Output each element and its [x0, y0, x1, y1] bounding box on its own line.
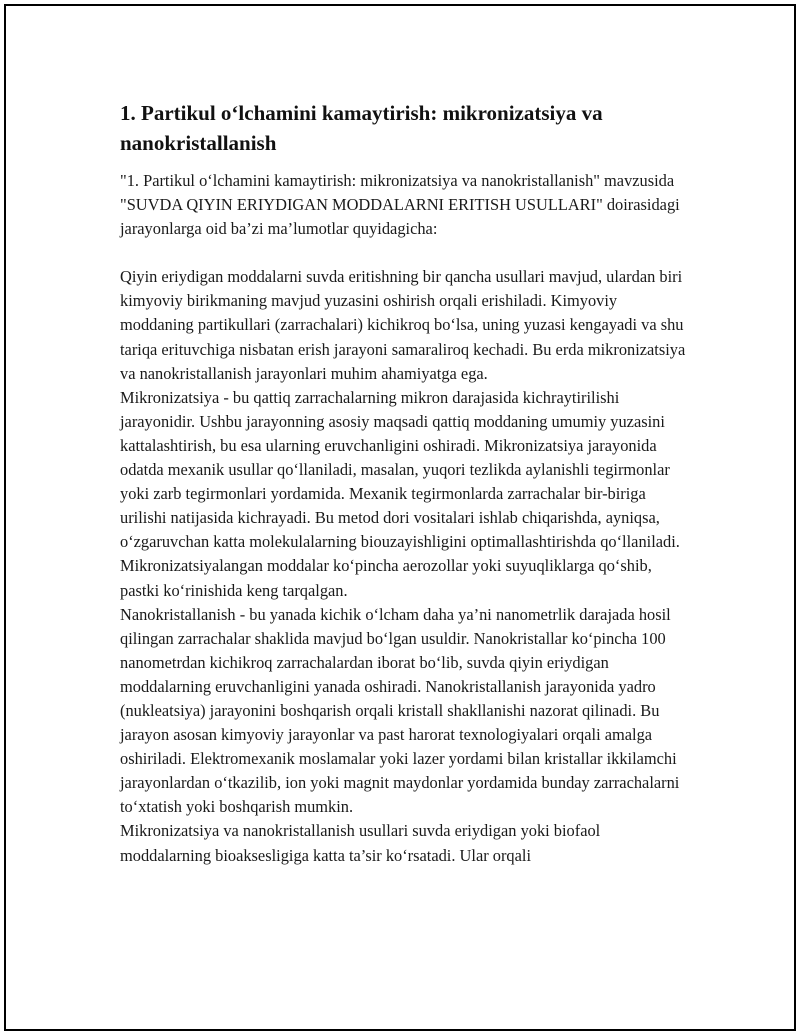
paragraph-micronization: Mikronizatsiya - bu qattiq zarrachalarning mikron darajasida kichraytirilishi jarayonidir. Ushbu jarayonning asosiy maqsadi qattiq moddaning umumiy yuzasini kattalashtirish, bu esa ularning eruvchanligini oshiradi. Mikronizatsiya jarayonida odatda mexanik usullar qo‘llaniladi, masalan, yuqori tezlikda aylanishli tegirmonlar yoki zarb tegirmonlari yordamida. Mexanik tegirmonlarda zarrachalar bir-biriga urilishi natijasida kichrayadi. Bu metod dori vositalari ishlab chiqarishda, ayniqsa, o‘zgaruvchan katta molekulalarning biouzayishligini optimallashtirishda qo‘llaniladi. Mikronizatsiyalangan moddalar ko‘pincha aerozollar yoki suyuqliklarga qo‘shib, pastki ko‘rinishida keng tarqalgan. — [120, 387, 680, 600]
paragraph-bioaccessibility: Mikronizatsiya va nanokristallanish usullari suvda eriydigan yoki biofaol moddalarning bioaksesligiga katta ta’sir ko‘rsatadi. Ular orqali — [120, 821, 601, 865]
page-frame — [4, 4, 796, 1031]
paragraph-nanocrystallization: Nanokristallanish - bu yanada kichik o‘lcham daha ya’ni nanometrlik darajada hosil qilingan zarrachalar shaklida mavjud bo‘lgan usuldir. Nanokristallar ko‘pincha 100 nanometrdan kichikroq zarrachalardan iborat bo‘lib, suvda qiyin eriydigan moddalarning eruvchanligini yanada oshiradi. Nanokristallanish jarayonida yadro (nukleatsiya) jarayonini boshqarish orqali kristall shakllanishi nazorat qilinadi. Bu jarayon asosan kimyoviy jarayonlar va past harorat texnologiyalari orqali amalga oshiriladi. Elektromexanik moslamalar yoki lazer yordami bilan kristallar ikkilamchi jarayonlardan o‘tkazilib, ion yoki magnit maydonlar yordamida bunday zarrachalarni to‘xtatish yoki boshqarish mumkin. — [120, 604, 680, 817]
document-body — [120, 98, 692, 868]
paragraph-surface-area: Qiyin eriydigan moddalarni suvda eritishning bir qancha usullari mavjud, ulardan biri kimyoviy birikmaning mavjud yuzasini oshirish orqali erishiladi. Kimyoviy moddaning partikullari (zarrachalari) kichikroq bo‘lsa, uning yuzasi kengayadi va shu tariqa erituvchiga nisbatan erish jarayoni samaraliroq kechadi. Bu erda mikronizatsiya va nanokristallanish jarayonlari muhim ahamiyatga ega. — [120, 267, 686, 383]
intro-paragraph: "1. Partikul o‘lchamini kamaytirish: mikronizatsiya va nanokristallanish" mavzusida "SUVDA QIYIN ERIYDIGAN MODDALARNI ERITISH USULLARI" doirasidagi jarayonlarga oid ba’zi ma’lumotlar quyidagicha: — [120, 171, 680, 239]
document-title: 1. Partikul o‘lchamini kamaytirish: mikronizatsiya va nanokristallanish — [120, 101, 603, 155]
